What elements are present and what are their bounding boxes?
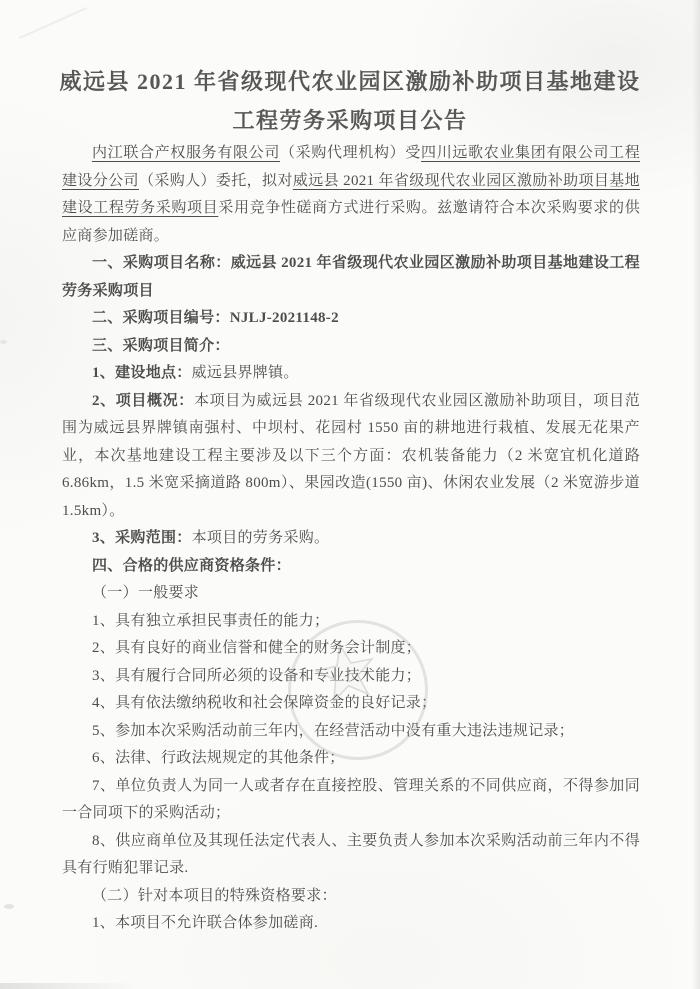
intro-tail: 采用竞争性磋商方式进行采购。兹邀请符合本次采购要求的供应商参加磋商。 <box>62 200 640 244</box>
purchaser-name: 四川远歌农业集团有限公司工程建设分公司 <box>62 145 641 189</box>
item-project-overview <box>62 388 640 526</box>
general-requirement-item: 2、具有良好的商业信誉和健全的财务会计制度； <box>92 640 422 656</box>
item-construction-site-value: 威远县界牌镇。 <box>191 365 299 381</box>
scan-streak <box>19 7 87 39</box>
item-procurement-scope-label: 3、采购范围： <box>92 530 192 546</box>
title-line-1: 威远县 2021 年省级现代农业园区激励补助项目基地建设 <box>59 69 641 94</box>
item-project-overview-value: 本项目为威远县 2021 年省级现代农业园区激励补助项目，项目范围为威远县界牌镇南强村、中坝村、花园村 1550 亩的耕地进行栽植、发展无花果产业，本次基地建设工程主要涉及以下三个方面：农机装备能力（2 米宽宜机化道路 6.86km，1.5 米宽采摘道路 800m）、果园改造(1550 亩)、休闲农业发展（2 米宽游步道 1.5km）。 <box>62 392 640 519</box>
general-requirement-item: 5、参加本次采购活动前三年内，在经营活动中没有重大违法违规记录； <box>92 722 575 739</box>
item-project-overview-label: 2、项目概况： <box>92 392 194 409</box>
section-project-name-value: 威远县 2021 年省级现代农业园区激励补助项目基地建设工程劳务采购项目 <box>62 255 640 299</box>
special-requirements-header: （二）针对本项目的特殊资格要求： <box>92 887 337 904</box>
section-project-number <box>62 305 640 333</box>
title-line-2: 工程劳务采购项目公告 <box>232 108 468 133</box>
section-qualification-label: 四、合格的供应商资格条件： <box>92 557 291 574</box>
general-requirement-item: 3、具有履行合同所必须的设备和专业技术能力； <box>92 667 422 684</box>
purchaser-role-note: （采购人）委托，拟对 <box>138 172 293 189</box>
general-requirement-item: 1、具有独立承担民事责任的能力； <box>92 612 330 629</box>
procurement-agency-name: 内江联合产权服务有限公司 <box>92 145 281 161</box>
scan-speck <box>4 904 14 909</box>
section-project-number-value: NJLJ-2021148-2 <box>229 310 339 326</box>
section-qualification <box>62 553 640 581</box>
scan-smudge <box>0 983 140 989</box>
section-project-name-label: 一、采购项目名称： <box>92 255 231 271</box>
general-requirement-item: 4、具有依法缴纳税收和社会保障资金的良好记录； <box>92 695 437 711</box>
general-requirements-header: （一）一般要求 <box>92 585 200 601</box>
scan-speck <box>0 340 7 344</box>
general-requirement-item: 8、供应商单位及其现任法定代表人、主要负责人参加本次采购活动前三年内不得具有行贿犯罪记录. <box>62 832 640 876</box>
item-procurement-scope <box>62 525 640 553</box>
item-construction-site-label: 1、建设地点： <box>92 365 192 381</box>
section-project-brief-label: 三、采购项目简介： <box>92 337 230 354</box>
intro-paragraph <box>62 140 640 250</box>
document-title <box>20 62 680 140</box>
item-construction-site <box>62 360 640 388</box>
general-requirement-item: 6、法律、行政法规规定的其他条件； <box>92 750 345 766</box>
project-name-inline: 威远县 2021 年省级现代农业园区激励补助项目基地建设工程劳务采购项目 <box>62 172 640 216</box>
document-body <box>62 140 640 938</box>
agency-role-note: （采购代理机构）受 <box>280 145 422 161</box>
section-project-number-label: 二、采购项目编号： <box>92 310 230 326</box>
item-procurement-scope-value: 本项目的劳务采购。 <box>191 530 330 546</box>
general-requirement-item: 7、单位负责人为同一人或者存在直接控股、管理关系的不同供应商，不得参加同一合同项下的采购活动； <box>62 777 640 821</box>
scan-edge-shadow <box>692 0 700 989</box>
special-requirement-item: 1、本项目不允许联合体参加磋商. <box>92 915 319 931</box>
section-project-brief <box>62 333 640 361</box>
section-project-name <box>62 250 640 305</box>
